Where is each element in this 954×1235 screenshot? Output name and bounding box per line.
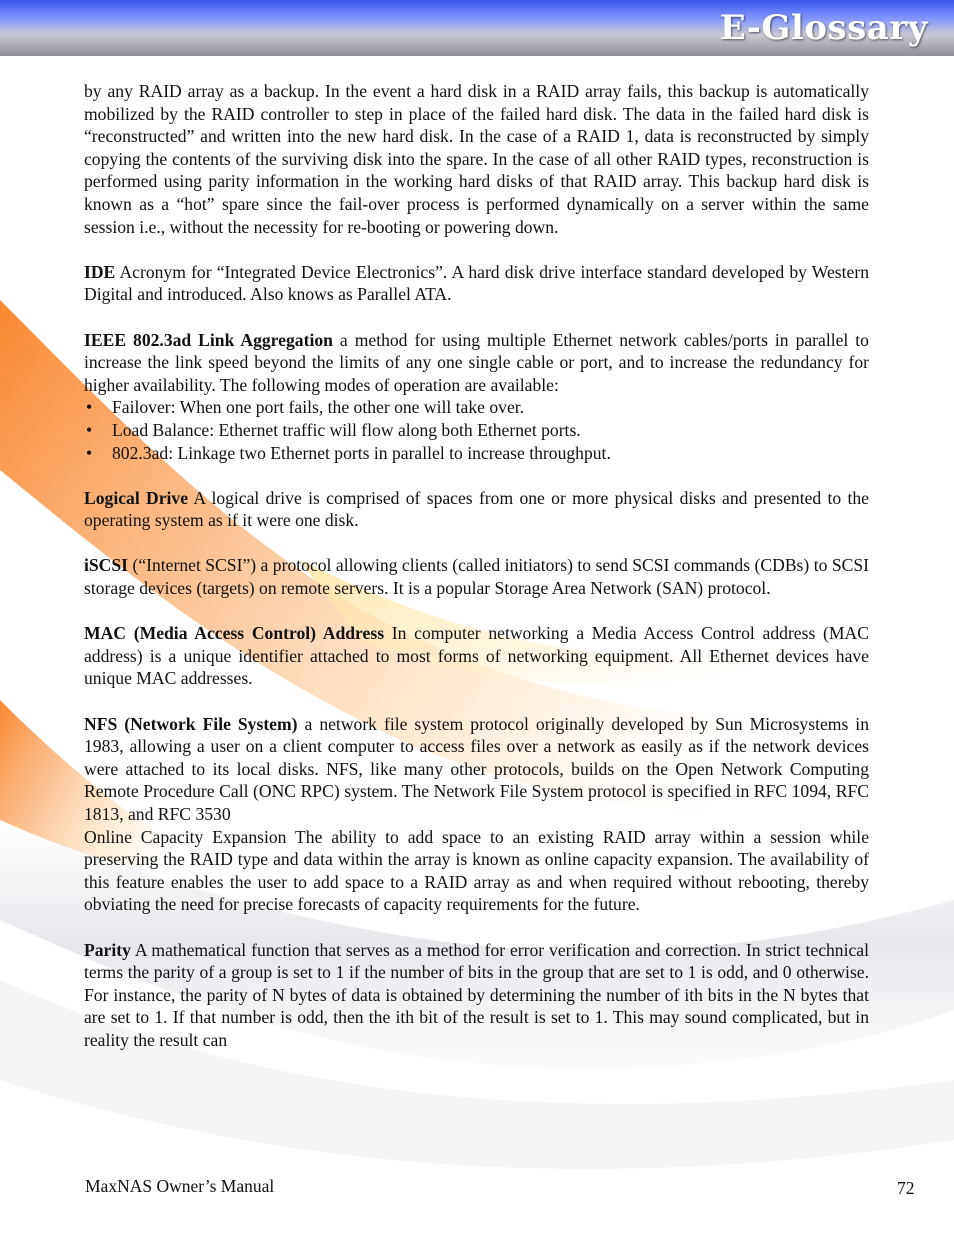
glossary-entry-parity <box>84 939 869 1052</box>
page-number: 72 <box>897 1178 915 1198</box>
glossary-term: Parity <box>84 939 131 960</box>
glossary-entry-nfs <box>84 713 869 826</box>
bullet-list <box>84 396 869 464</box>
glossary-definition: a network file system protocol originally developed by Sun Microsystems in 1983, allowing a user on a client computer to access files over a network as easily as if the network devices were attached to its local disks. NFS, like many other protocols, builds on the Open Network Computing Remote Procedure Call (ONC RPC) system. The Network File System protocol is specified in RFC 1094, RFC 1813, and RFC 3530 <box>84 713 869 824</box>
list-item: • 802.3ad: Linkage two Ethernet ports in parallel to increase throughput. <box>84 442 869 465</box>
glossary-term: IEEE 802.3ad Link Aggregation <box>84 329 333 350</box>
glossary-definition: Acronym for “Integrated Device Electronics”. A hard disk drive interface standard developed by Western Digital and introduced. Also knows as Parallel ATA. <box>84 261 869 305</box>
glossary-entry-online-capacity-expansion <box>84 826 869 916</box>
glossary-entry-iscsi <box>84 554 869 599</box>
page-header <box>0 0 954 56</box>
glossary-definition: by any RAID array as a backup. In the event a hard disk in a RAID array fails, this backup is automatically mobilized by the RAID controller to step in place of the failed hard disk. The data in the failed hard disk is “reconstructed” and written into the new hard disk. In the case of a RAID 1, data is reconstructed by simply copying the contents of the surviving disk into the spare. In the case of all other RAID types, reconstruction is performed using parity information in the working hard disks of that RAID array. This backup hard disk is known as a “hot” spare since the fail-over process is performed dynamically on a server within the same session i.e., without the necessity for re-booting or powering down. <box>84 81 869 237</box>
glossary-entry-mac-address <box>84 622 869 690</box>
glossary-definition: In computer networking a Media Access Control address (MAC address) is a unique identifier attached to most forms of networking equipment. All Ethernet devices have unique MAC addresses. <box>84 623 869 689</box>
glossary-definition: a method for using multiple Ethernet network cables/ports in parallel to increase the link speed beyond the limits of any one single cable or port, and to increase the redundancy for higher availability. The following modes of operation are available: <box>84 329 869 395</box>
glossary-term: NFS (Network File System) <box>84 713 298 734</box>
glossary-entry-ide <box>84 261 869 306</box>
glossary-content <box>84 80 869 1074</box>
glossary-definition: A logical drive is comprised of spaces from one or more physical disks and presented to the operating system as if it were one disk. <box>84 487 869 531</box>
glossary-entry-link-aggregation <box>84 329 869 397</box>
glossary-entry-logical-drive <box>84 487 869 532</box>
page-title: E-Glossary <box>719 8 928 48</box>
glossary-term: Logical Drive <box>84 487 189 508</box>
glossary-entry-continuation <box>84 80 869 238</box>
glossary-term: MAC (Media Access Control) Address <box>84 623 385 644</box>
list-item: • Load Balance: Ethernet traffic will flow along both Ethernet ports. <box>84 419 869 442</box>
footer-manual-title: MaxNAS Owner’s Manual <box>85 1176 275 1196</box>
glossary-term: iSCSI <box>84 555 129 576</box>
glossary-term: IDE <box>84 261 116 282</box>
list-item: • Failover: When one port fails, the other one will take over. <box>84 396 869 419</box>
glossary-definition: Online Capacity Expansion The ability to add space to an existing RAID array within a session while preserving the RAID type and data within the array is known as online capacity expansion. The availability of this feature enables the user to add space to a RAID array as and when required without rebooting, thereby obviating the need for precise forecasts of capacity requirements for the future. <box>84 826 869 915</box>
glossary-definition: A mathematical function that serves as a method for error verification and correction. In strict technical terms the parity of a group is set to 1 if the number of bits in the group that are set to 1 is odd, and 0 otherwise. For instance, the parity of N bytes of data is obtained by determining the number of ith bits in the N bytes that are set to 1. If that number is odd, then the ith bit of the result is set to 1. This may sound complicated, but in reality the result can <box>84 939 869 1050</box>
glossary-definition: (“Internet SCSI”) a protocol allowing clients (called initiators) to send SCSI commands (CDBs) to SCSI storage devices (targets) on remote servers. It is a popular Storage Area Network (SAN) protocol. <box>84 555 869 599</box>
